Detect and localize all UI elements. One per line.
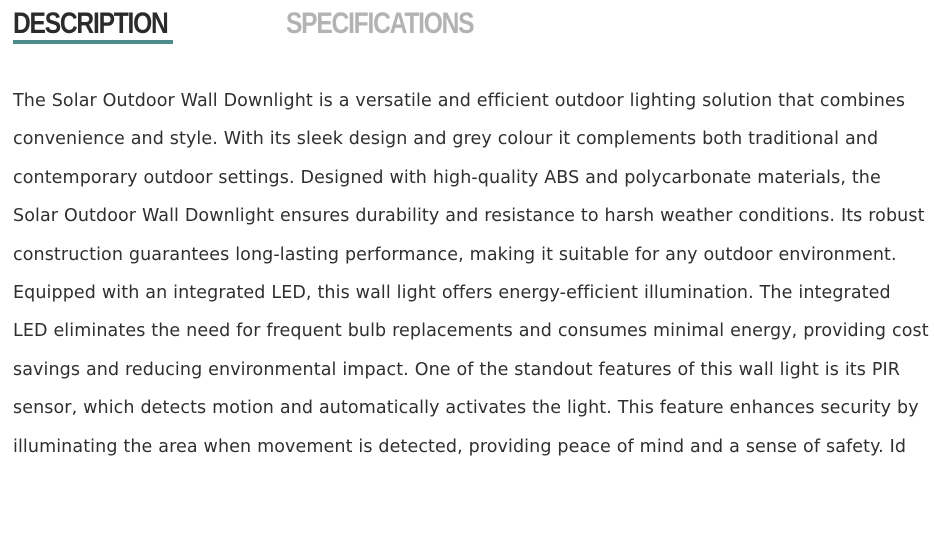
tab-specifications[interactable]: SPECIFICATIONS [286,7,474,40]
active-tab-underline [13,40,173,44]
product-description-text: The Solar Outdoor Wall Downlight is a versatile and efficient outdoor lighting solution that combines convenience and style. With its sleek design and grey colour it complements both traditional and contemporary outdoor settings. Designed with high-quality ABS and polycarbonate materials, the Solar Outdoor Wall Downlight ensures durability and resistance to harsh weather conditions. Its robust construction guarantees long-lasting performance, making it suitable for any outdoor environment. Equipped with an integrated LED, this wall light offers energy-efficient illumination. The integrated LED eliminates the need for frequent bulb replacements and consumes minimal energy, providing cost savings and reducing environmental impact. One of the standout features of this wall light is its PIR sensor, which detects motion and automatically activates the light. This feature enhances security by illuminating the area when movement is detected, providing peace of mind and a sense of safety. Id [13,91,929,457]
tab-description[interactable]: DESCRIPTION [13,7,168,40]
product-tabs [0,0,934,56]
